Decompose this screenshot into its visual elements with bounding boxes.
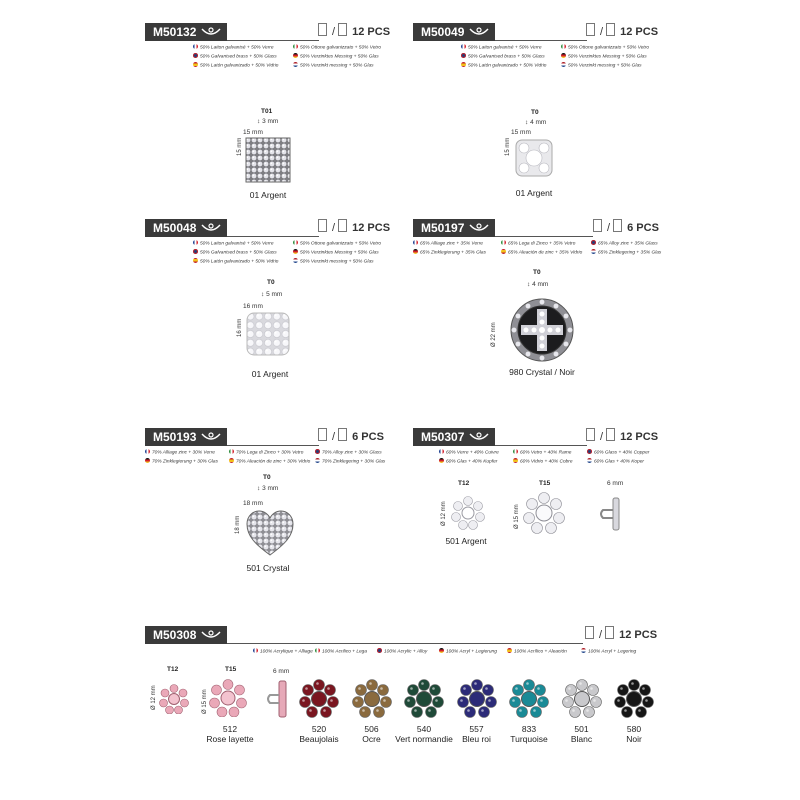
flag-en-icon	[461, 53, 466, 58]
size-b-label: T15	[539, 480, 551, 487]
product-m50308	[145, 626, 658, 751]
product-code: M50132	[145, 23, 227, 41]
box-icon	[338, 23, 347, 36]
product-code: M50048	[145, 219, 227, 237]
box-icon	[338, 219, 347, 232]
width-label: 15 mm	[243, 129, 263, 136]
flag-en-icon	[315, 449, 320, 454]
diameter-a-label: Ø 12 mm	[151, 685, 157, 710]
color-label: 501 Crystal	[246, 563, 290, 573]
product-header	[145, 428, 390, 450]
size-code: T0	[263, 474, 271, 481]
color-label: 501 Argent	[445, 536, 487, 546]
flag-nl-icon	[293, 62, 298, 67]
diameter-b-label: Ø 15 mm	[202, 689, 208, 714]
size-code: T0	[267, 279, 275, 286]
box-icon	[605, 626, 614, 639]
button-side-view	[595, 496, 629, 532]
shank-icon	[201, 223, 221, 233]
color-number: 506	[364, 724, 379, 734]
flag-nl-icon	[581, 648, 586, 653]
materials: 100% Acrylique + Alliage 100% Acrilico + Lega 100% Acrylic + Alloy 100% Acryl + Legierung 100% Acrílico + Aleación 100% Acryl + Legering	[253, 648, 636, 657]
product-header	[413, 428, 658, 450]
shank-length-label: 6 mm	[273, 668, 290, 675]
pack-quantity: / 12 PCS	[318, 219, 390, 237]
flag-es-icon	[193, 62, 198, 67]
box-icon	[606, 428, 615, 441]
flag-fr-icon	[145, 449, 150, 454]
flag-nl-icon	[561, 62, 566, 67]
flag-de-icon	[293, 249, 298, 254]
color-number: 540	[416, 724, 432, 734]
flag-de-icon	[561, 53, 566, 58]
flag-nl-icon	[293, 258, 298, 263]
flag-it-icon	[315, 648, 320, 653]
square-rhinestone-button	[245, 137, 291, 183]
pack-icon	[586, 23, 595, 36]
materials: 50% Laiton galvanisé + 50% Verre 50% Ottone galvanizzato + 50% Vetro 50% Galvanised brass + 50% Glass 50% Verzinktes Messing + 50% Glas 50% Latón galvanizado + 50% Vidrio 50% Verzinkt messing + 50% Glas	[461, 44, 649, 71]
box-icon	[338, 428, 347, 441]
square-crystal-button	[515, 139, 553, 177]
color-label-580	[599, 724, 669, 744]
flower-button-swatch	[404, 679, 444, 719]
box-icon	[606, 23, 615, 36]
shank-icon	[201, 432, 221, 442]
materials: 70% Alliage zinc + 30% Verre 70% Lega di Zinco + 30% Vetro 70% Alloy zinc + 30% Glass 70% Zinklegierung + 30% Glas 70% Aleación de zinc + 30% Vidrio 70% Zinklegering + 30% Glas	[145, 449, 385, 467]
flag-en-icon	[587, 449, 592, 454]
color-number: 557	[469, 724, 484, 734]
flag-fr-icon	[193, 44, 198, 49]
pack-icon	[318, 428, 327, 441]
round-cross-rhinestone-button	[509, 297, 575, 363]
diameter-b-label: Ø 15 mm	[514, 504, 520, 529]
width-label: 15 mm	[511, 129, 531, 136]
flag-en-icon	[193, 53, 198, 58]
diameter-a-label: Ø 12 mm	[441, 501, 447, 526]
color-name: Bleu roi	[462, 734, 491, 744]
square-crystal-button	[246, 312, 290, 356]
flag-es-icon	[229, 458, 234, 463]
color-label-512: 512 Rose layette	[206, 724, 254, 744]
flag-es-icon	[501, 249, 506, 254]
shank-length-label: 6 mm	[607, 480, 624, 487]
height-label: 15 mm	[237, 137, 243, 156]
flag-it-icon	[293, 240, 298, 245]
product-header	[145, 219, 390, 241]
color-label: 01 Argent	[251, 369, 289, 379]
flag-it-icon	[513, 449, 518, 454]
materials: 50% Laiton galvanisé + 50% Verre 50% Ottone galvanizzato + 50% Vetro 50% Galvanised brass + 50% Glass 50% Verzinktes Messing + 50% Glas 50% Latón galvanizado + 50% Vidrio 50% Verzinkt messing + 50% Glas	[193, 240, 381, 267]
thickness: ↕ 4 mm	[527, 281, 549, 288]
flag-en-icon	[193, 249, 198, 254]
height-label: 18 mm	[235, 515, 241, 534]
height-label: 16 mm	[237, 318, 243, 337]
color-number: 580	[626, 724, 642, 734]
product-header	[413, 23, 658, 45]
pack-quantity: / 12 PCS	[318, 23, 390, 41]
height-label: 15 mm	[505, 137, 511, 156]
flag-es-icon	[513, 458, 518, 463]
flag-fr-icon	[439, 449, 444, 454]
product-code: M50197	[413, 219, 495, 237]
product-m50193	[145, 428, 390, 588]
color-name: Ocre	[362, 734, 381, 744]
thickness: ↕ 5 mm	[261, 291, 283, 298]
color-name: Noir	[626, 734, 642, 744]
shank-icon	[201, 630, 221, 640]
color-number: 520	[311, 724, 327, 734]
shank-icon	[469, 223, 489, 233]
thickness: ↕ 3 mm	[257, 118, 279, 125]
pack-icon	[318, 23, 327, 36]
flag-es-icon	[507, 648, 512, 653]
size-code: T01	[261, 108, 273, 115]
thickness: ↕ 4 mm	[525, 119, 547, 126]
pack-icon	[593, 219, 602, 232]
flag-en-icon	[591, 240, 596, 245]
pack-quantity: / 6 PCS	[318, 428, 384, 446]
product-code: M50049	[413, 23, 495, 41]
flag-nl-icon	[315, 458, 320, 463]
product-m50307	[413, 428, 658, 588]
product-m50048	[145, 219, 390, 389]
flag-fr-icon	[253, 648, 258, 653]
color-name: Turquoise	[510, 734, 548, 744]
materials: 65% Alliage zinc + 35% Verre 65% Lega di Zinco + 35% Vetro 65% Alloy zinc + 35% Glass 65% Zinklegierung + 35% Glas 65% Aleación de zinc + 35% Vidrio 65% Zinklegering + 35% Glas	[413, 240, 661, 258]
flag-it-icon	[561, 44, 566, 49]
product-header	[145, 23, 390, 45]
product-m50132	[145, 23, 391, 200]
pack-icon	[318, 219, 327, 232]
flower-button-swatch	[562, 679, 602, 719]
flag-nl-icon	[587, 458, 592, 463]
flag-de-icon	[439, 458, 444, 463]
product-m50197	[413, 219, 662, 389]
flag-de-icon	[145, 458, 150, 463]
pack-quantity: / 12 PCS	[586, 428, 658, 446]
box-icon	[613, 219, 622, 232]
flag-es-icon	[193, 258, 198, 263]
size-code: T0	[531, 109, 539, 116]
pack-quantity: / 12 PCS	[585, 626, 657, 644]
flower-button-t12	[159, 684, 189, 714]
thickness: ↕ 3 mm	[257, 485, 279, 492]
flag-fr-icon	[193, 240, 198, 245]
pack-icon	[585, 626, 594, 639]
flower-crystal-button-large	[523, 492, 565, 534]
color-label: 01 Argent	[515, 188, 553, 198]
color-name: Beaujolais	[299, 734, 339, 744]
size-code: T0	[533, 269, 541, 276]
color-label: 01 Argent	[249, 190, 287, 200]
flower-button-t15	[209, 679, 247, 717]
flower-button-swatch	[457, 679, 497, 719]
flag-de-icon	[439, 648, 444, 653]
product-m50049	[413, 23, 659, 198]
color-number: 501	[574, 724, 589, 734]
flag-en-icon	[377, 648, 382, 653]
product-code: M50308	[145, 626, 227, 644]
flag-nl-icon	[591, 249, 596, 254]
width-label: 18 mm	[243, 500, 263, 507]
materials: 60% Verre + 40% Cuivre 60% Vetro + 40% Rame 60% Glass + 40% Copper 60% Glas + 40% Kupfer 60% Vidrio + 40% Cobre 60% Glas + 40% Koper	[439, 449, 649, 467]
product-header	[413, 219, 658, 241]
flag-fr-icon	[461, 44, 466, 49]
flag-it-icon	[229, 449, 234, 454]
height-label: Ø 22 mm	[491, 322, 497, 347]
shank-icon	[201, 27, 221, 37]
flower-button-swatch	[614, 679, 654, 719]
product-code: M50193	[145, 428, 227, 446]
flag-es-icon	[461, 62, 466, 67]
flag-it-icon	[501, 240, 506, 245]
product-header	[145, 626, 658, 648]
color-number: 833	[521, 724, 537, 734]
color-name: Blanc	[570, 734, 593, 744]
flag-de-icon	[293, 53, 298, 58]
flag-it-icon	[293, 44, 298, 49]
size-a-label: T12	[458, 480, 470, 487]
flower-button-swatch	[299, 679, 339, 719]
color-name: Vert normandie	[395, 734, 453, 744]
materials: 50% Laiton galvanisé + 50% Verre 50% Ottone galvanizzato + 50% Vetro 50% Galvanised brass + 50% Glass 50% Verzinktes Messing + 50% Glas 50% Latón galvanizado + 50% Vidrio 50% Verzinkt messing + 50% Glas	[193, 44, 381, 71]
size-b-label: T15	[225, 666, 237, 673]
pack-icon	[586, 428, 595, 441]
width-label: 16 mm	[243, 303, 263, 310]
color-label: 980 Crystal / Noir	[509, 367, 575, 377]
pack-quantity: / 6 PCS	[593, 219, 659, 237]
flower-button-swatch	[509, 679, 549, 719]
flag-de-icon	[413, 249, 418, 254]
flower-button-swatch	[352, 679, 392, 719]
button-side-view	[263, 679, 297, 719]
pack-quantity: / 12 PCS	[586, 23, 658, 41]
heart-rhinestone-button	[245, 508, 295, 558]
flag-fr-icon	[413, 240, 418, 245]
flower-crystal-button-small	[451, 496, 485, 530]
shank-icon	[469, 27, 489, 37]
shank-icon	[469, 432, 489, 442]
product-code: M50307	[413, 428, 495, 446]
size-a-label: T12	[167, 666, 179, 673]
